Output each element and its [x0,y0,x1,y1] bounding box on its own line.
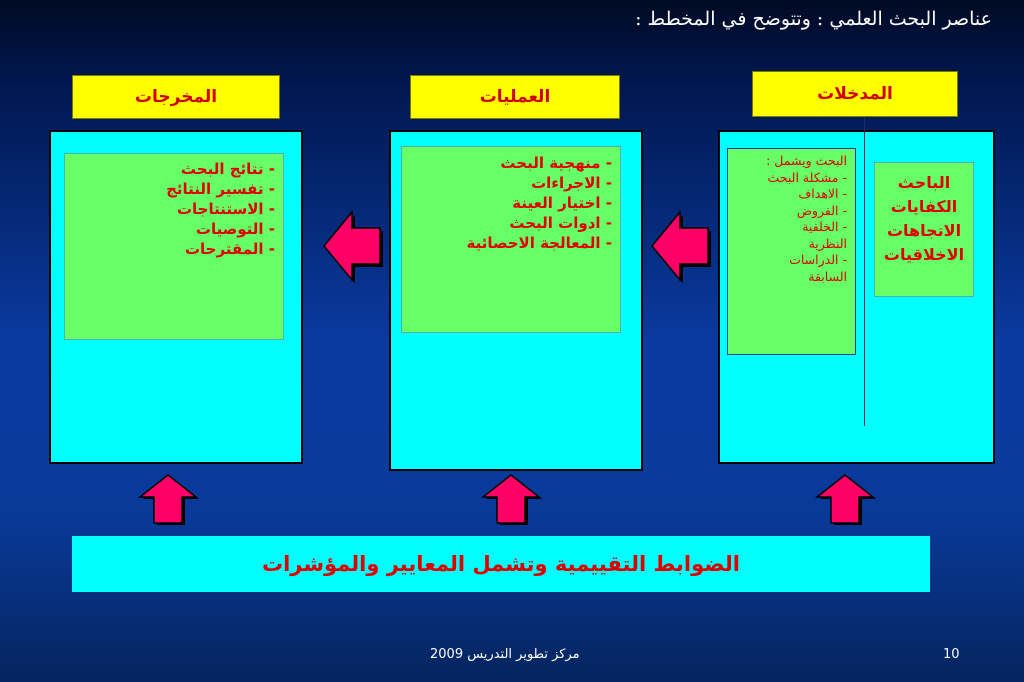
inputs-divider [864,117,865,426]
header-processes: العمليات [410,75,620,119]
up-arrow-icon [138,473,200,525]
list-item: البحث ويشمل : [766,153,847,168]
list-item: - المقترحات [184,240,275,258]
page-number: 10 [943,647,960,662]
list-item: - التوصيات [195,220,275,238]
controls-band-label: الضوابط التقييمية وتشمل المعايير والمؤشرات [262,552,741,576]
list-item: الكفايات [890,197,958,216]
footer-text: مركز تطوير التدريس 2009 [430,647,580,662]
left-arrow-icon [648,208,712,284]
list-item: - الفروض [796,202,847,218]
up-arrow-icon [815,473,877,525]
controls-band [72,536,930,592]
list-item: - ادوات البحث [509,214,612,232]
outputs-list [64,153,284,340]
list-item: الباحث [897,173,951,192]
list-item: - المعالجة الاحصائية [466,234,612,252]
inputs-research-box [727,148,856,355]
list-item: - مشكلة البحث [767,169,847,185]
list-item: - الاستنتاجات [176,200,275,218]
header-inputs: المدخلات [752,71,958,117]
left-arrow-icon [320,208,384,284]
list-item: النظرية [808,235,847,251]
list-item: - الخلفية [802,219,847,234]
inputs-researcher-box [874,162,974,297]
list-item: الاخلاقيات [883,245,965,264]
processes-list [401,146,621,333]
list-item: - منهجية البحث [500,154,612,172]
list-item: السابقة [808,268,847,284]
list-item: - تفسير النتائج [166,180,275,198]
list-item: - اختيار العينة [512,194,612,212]
header-outputs: المخرجات [72,75,280,119]
list-item: - الاجراءات [531,174,612,192]
up-arrow-icon [481,473,543,525]
slide-title: عناصر البحث العلمي : وتتوضح في المخطط : [635,8,992,30]
list-item: - نتائج البحث [180,160,275,178]
list-item: الاتجاهات [886,221,962,240]
list-item: - الدراسات [789,252,847,267]
list-item: - الاهداف [798,186,847,201]
